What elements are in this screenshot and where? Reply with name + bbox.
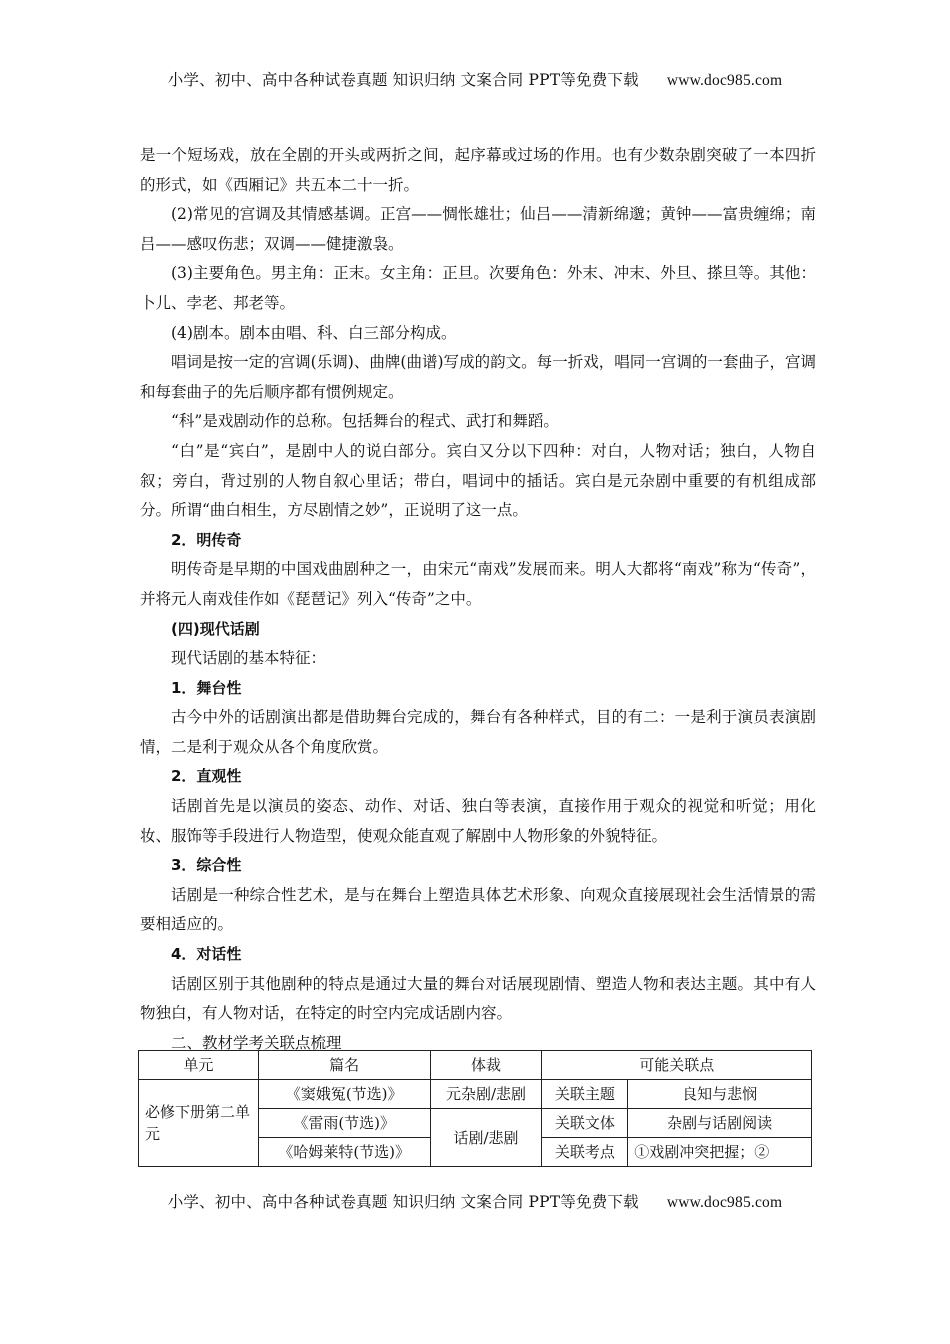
paragraph: (2)常见的宫调及其情感基调。正宫——惆怅雄壮；仙吕——清新绵邈；黄钟——富贵缠绵；南吕——感叹伤悲；双调——健捷激袅。 [140, 205, 816, 253]
table-row [139, 1080, 812, 1109]
header-url[interactable]: www.doc985.com [666, 72, 783, 89]
section-heading: 二、教材学考关联点梳理 [171, 1033, 342, 1052]
table-cell-link-value: 杂剧与话剧阅读 [628, 1109, 812, 1138]
paragraph: 是一个短场戏，放在全剧的开头或两折之间，起序幕或过场的作用。也有少数杂剧突破了一本四折的形式，如《西厢记》共五本二十一折。 [140, 146, 816, 194]
section-heading: (四)现代话剧 [171, 619, 260, 638]
paragraph: 话剧是一种综合性艺术，是与在舞台上塑造具体艺术形象、向观众直接展现社会生活情景的需要相适应的。 [140, 885, 816, 934]
footer-url[interactable]: www.doc985.com [666, 1194, 783, 1211]
header-text: 小学、初中、高中各种试卷真题 知识归纳 文案合同 PPT等免费下载 [167, 71, 639, 89]
table-cell-link-label: 关联考点 [542, 1138, 628, 1167]
table-cell-work: 《雷雨(节选)》 [258, 1109, 430, 1138]
table-header-row [139, 1051, 812, 1080]
paragraph: “白”是“宾白”，是剧中人的说白部分。宾白又分以下四种：对白，人物对话；独白，人物自叙；旁白，背过别的人物自叙心里话；带白，唱词中的插话。宾白是元杂剧中重要的有机组成部分。所谓“曲白相生，方尽剧情之妙”，正说明了这一点。 [140, 441, 816, 520]
table-header-cell: 可能关联点 [542, 1051, 812, 1080]
table-cell-link-value: ①戏剧冲突把握；② [628, 1138, 812, 1167]
paragraph: 明传奇是早期的中国戏曲剧种之一，由宋元“南戏”发展而来。明人大都将“南戏”称为“传奇”，并将元人南戏佳作如《琵琶记》列入“传奇”之中。 [140, 560, 816, 608]
table-cell-work: 《哈姆莱特(节选)》 [258, 1138, 430, 1167]
paragraph: 话剧区别于其他剧种的特点是通过大量的舞台对话展现剧情、塑造人物和表达主题。其中有人物独白，有人物对话，在特定的时空内完成话剧内容。 [140, 974, 816, 1023]
paragraph: 话剧首先是以演员的姿态、动作、对话、独白等表演，直接作用于观众的视觉和听觉；用化妆、服饰等手段进行人物造型，使观众能直观了解剧中人物形象的外貌特征。 [140, 797, 816, 845]
section-heading: 2．明传奇 [171, 530, 242, 549]
table-cell-genre: 话剧/悲剧 [430, 1109, 542, 1167]
table-cell-work: 《窦娥冤(节选)》 [258, 1080, 430, 1109]
table-cell-link-value: 良知与悲悯 [628, 1080, 812, 1109]
section-heading: 1．舞台性 [171, 678, 242, 697]
table-cell-link-label: 关联主题 [542, 1080, 628, 1109]
paragraph: (4)剧本。剧本由唱、科、白三部分构成。 [171, 323, 457, 342]
paragraph: (3)主要角色。男主角：正末。女主角：正旦。次要角色：外末、冲末、外旦、搽旦等。其他：卜儿、孛老、邦老等。 [140, 264, 816, 312]
section-heading: 3．综合性 [171, 856, 242, 875]
footer-text: 小学、初中、高中各种试卷真题 知识归纳 文案合同 PPT等免费下载 [167, 1193, 639, 1211]
document-body [140, 141, 816, 1058]
table-cell-genre: 元杂剧/悲剧 [430, 1080, 542, 1109]
page-header [0, 68, 950, 90]
section-heading: 2．直观性 [171, 767, 242, 786]
table-cell-unit: 必修下册第二单元 [139, 1080, 259, 1167]
paragraph: 现代话剧的基本特征： [171, 649, 327, 668]
section-heading: 4．对话性 [171, 945, 242, 964]
table-header-cell: 单元 [139, 1051, 259, 1080]
paragraph: “科”是戏剧动作的总称。包括舞台的程式、武打和舞蹈。 [171, 412, 559, 431]
paragraph: 古今中外的话剧演出都是借助舞台完成的，舞台有各种样式，目的有二：一是利于演员表演剧情，二是利于观众从各个角度欣赏。 [140, 708, 816, 756]
table-header-cell: 体裁 [430, 1051, 542, 1080]
table-cell-link-label: 关联文体 [542, 1109, 628, 1138]
page-footer [0, 1190, 950, 1212]
paragraph: 唱词是按一定的宫调(乐调)、曲牌(曲谱)写成的韵文。每一折戏，唱同一宫调的一套曲子，宫调和每套曲子的先后顺序都有惯例规定。 [140, 353, 816, 401]
relation-table [138, 1050, 812, 1167]
table-header-cell: 篇名 [258, 1051, 430, 1080]
